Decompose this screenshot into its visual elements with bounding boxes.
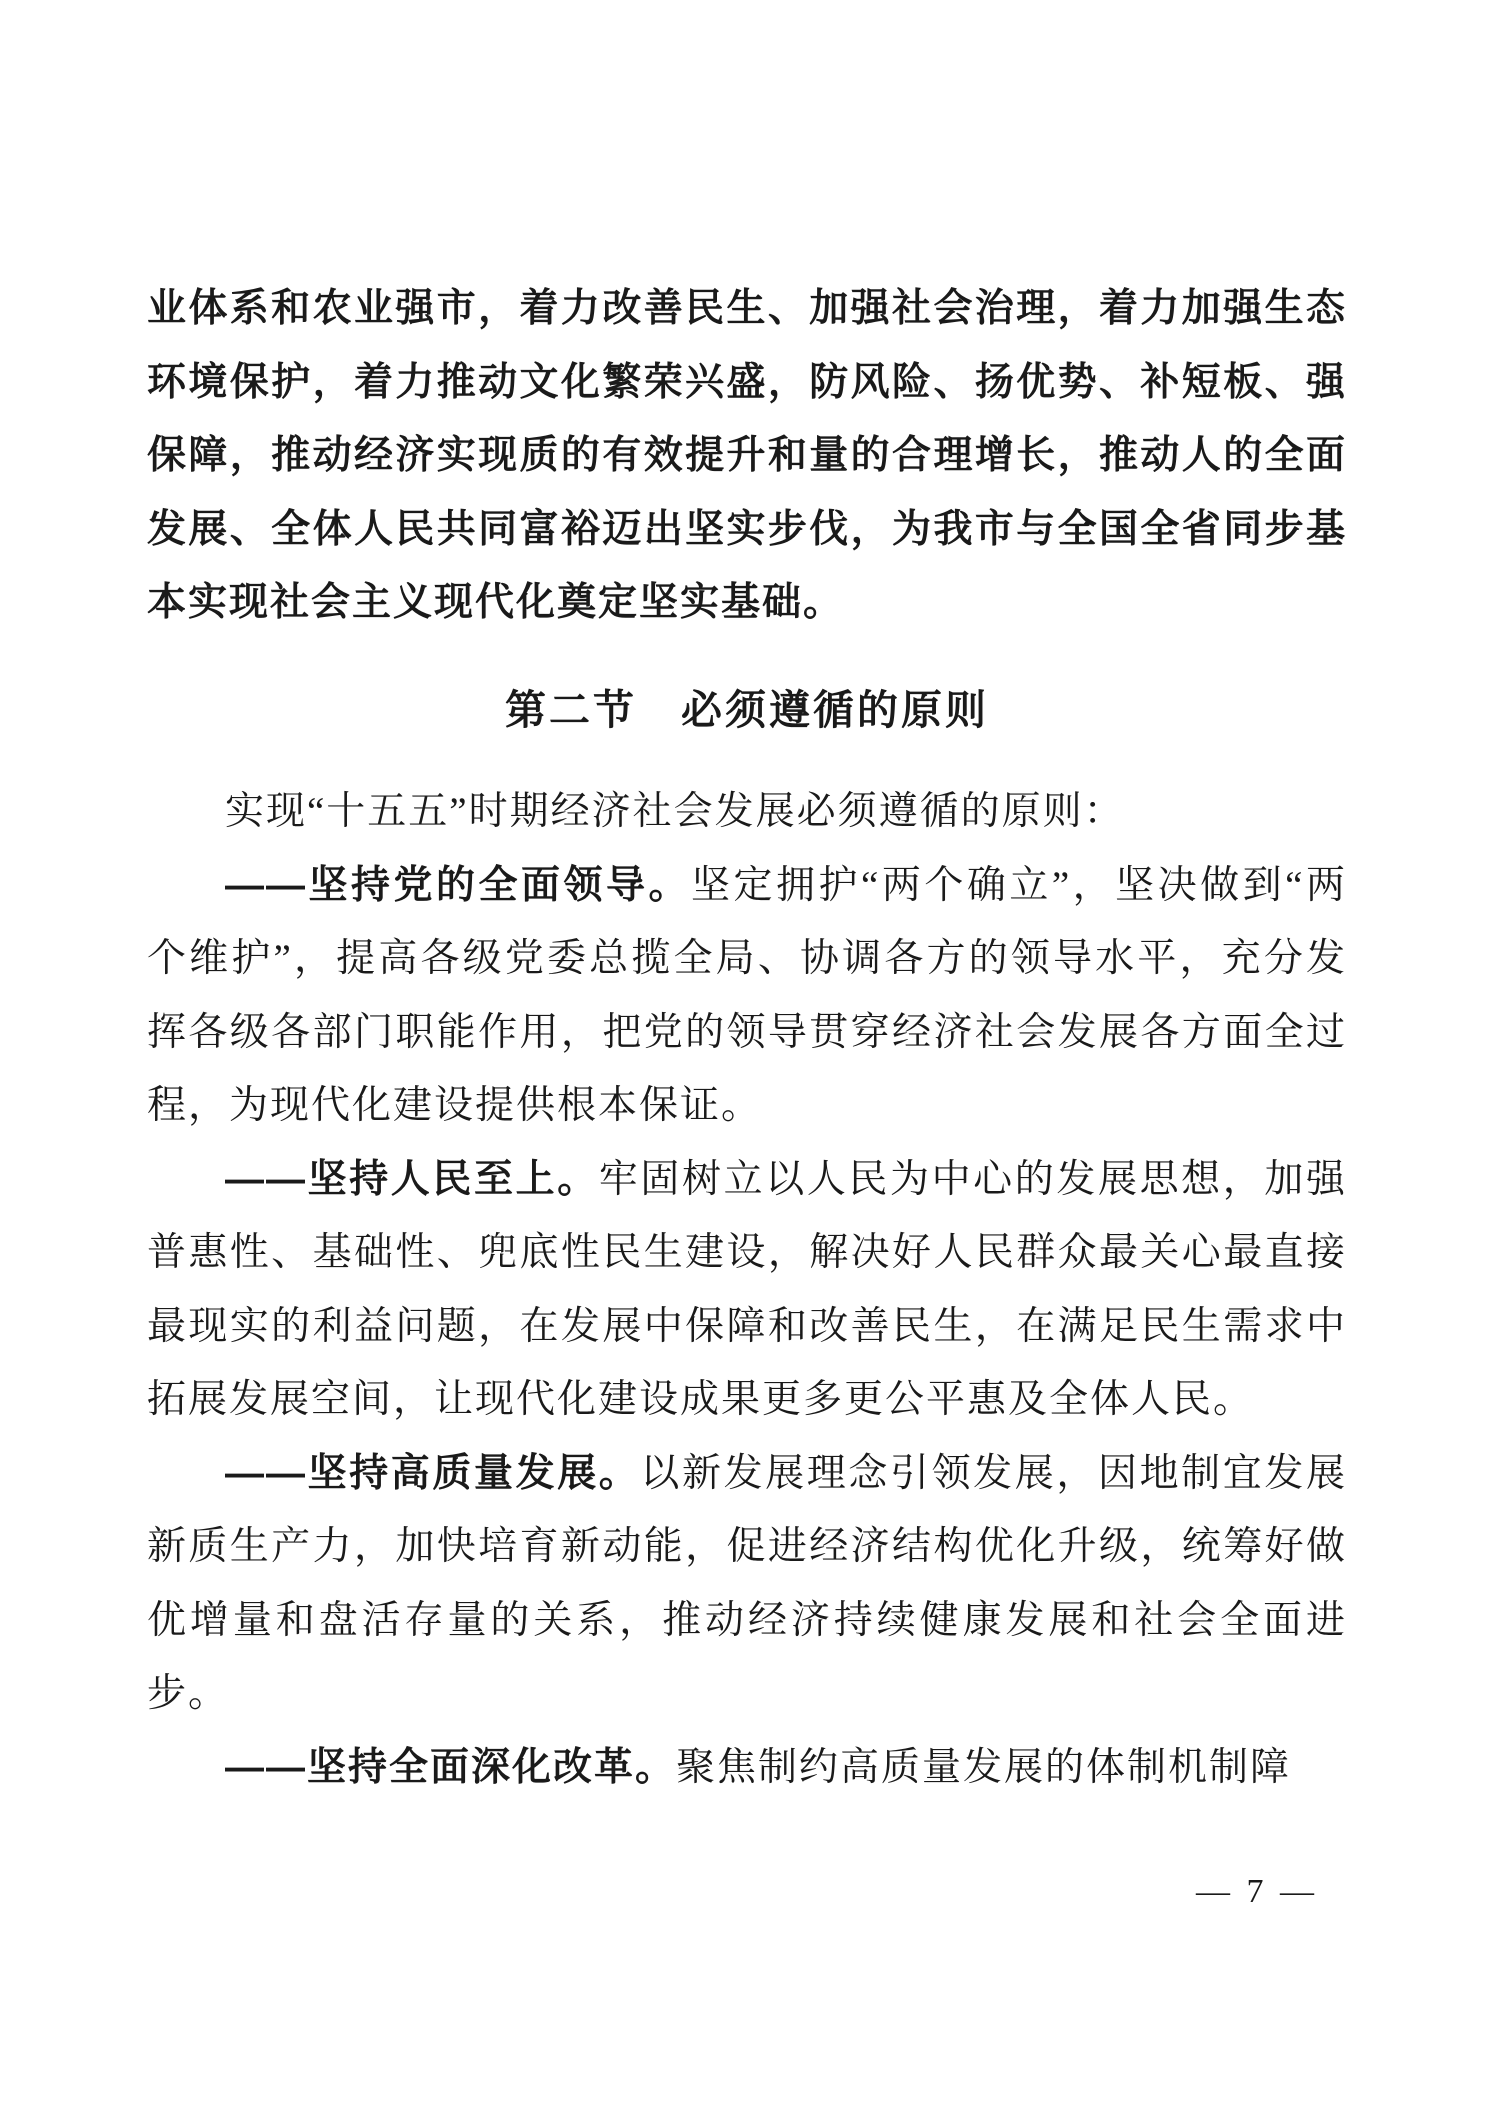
principle-body-3: 以新发展理念引领发展，因地制宜发展新质生产力，加快培育新动能，促进经济结构优化升级，统筹好做优增量和盘活存量的关系，推动经济持续健康发展和社会全面进步。: [147, 1451, 1347, 1715]
intro-paragraph: 实现“十五五”时期经济社会发展必须遵循的原则：: [225, 790, 1125, 833]
principle-lead-2: ——坚持人民至上。: [225, 1157, 599, 1201]
principle-body-4: 聚焦制约高质量发展的体制机制障: [676, 1745, 1292, 1789]
principle-paragraph-4: [147, 1731, 1347, 1805]
principle-lead-4: ——坚持全面深化改革。: [225, 1745, 677, 1789]
principle-body-2: 牢固树立以人民为中心的发展思想，加强普惠性、基础性、兜底性民生建设，解决好人民群众最关心最直接最现实的利益问题，在发展中保障和改善民生，在满足民生需求中拓展发展空间，让现代化建设成果更多更公平惠及全体人民。: [147, 1157, 1347, 1421]
principle-paragraph-1: [147, 849, 1347, 1143]
continuation-paragraph: 业体系和农业强市，着力改善民生、加强社会治理，着力加强生态环境保护，着力推动文化繁荣兴盛，防风险、扬优势、补短板、强保障，推动经济实现质的有效提升和量的合理增长，推动人的全面发展、全体人民共同富裕迈出坚实步伐，为我市与全国全省同步基本实现社会主义现代化奠定坚实基础。: [147, 287, 1347, 624]
section-heading: 第二节 必须遵循的原则: [505, 686, 989, 733]
page-content: [147, 272, 1347, 1804]
page-number: — 7 —: [1196, 1873, 1318, 1910]
principle-body-1: 坚定拥护“两个确立”，坚决做到“两个维护”，提高各级党委总揽全局、协调各方的领导水平，充分发挥各级各部门职能作用，把党的领导贯穿经济社会发展各方面全过程，为现代化建设提供根本保证。: [147, 863, 1347, 1127]
principle-paragraph-3: [147, 1437, 1347, 1731]
principle-lead-3: ——坚持高质量发展。: [225, 1451, 641, 1495]
principle-paragraph-2: [147, 1143, 1347, 1437]
principle-lead-1: ——坚持党的全面领导。: [225, 863, 692, 907]
